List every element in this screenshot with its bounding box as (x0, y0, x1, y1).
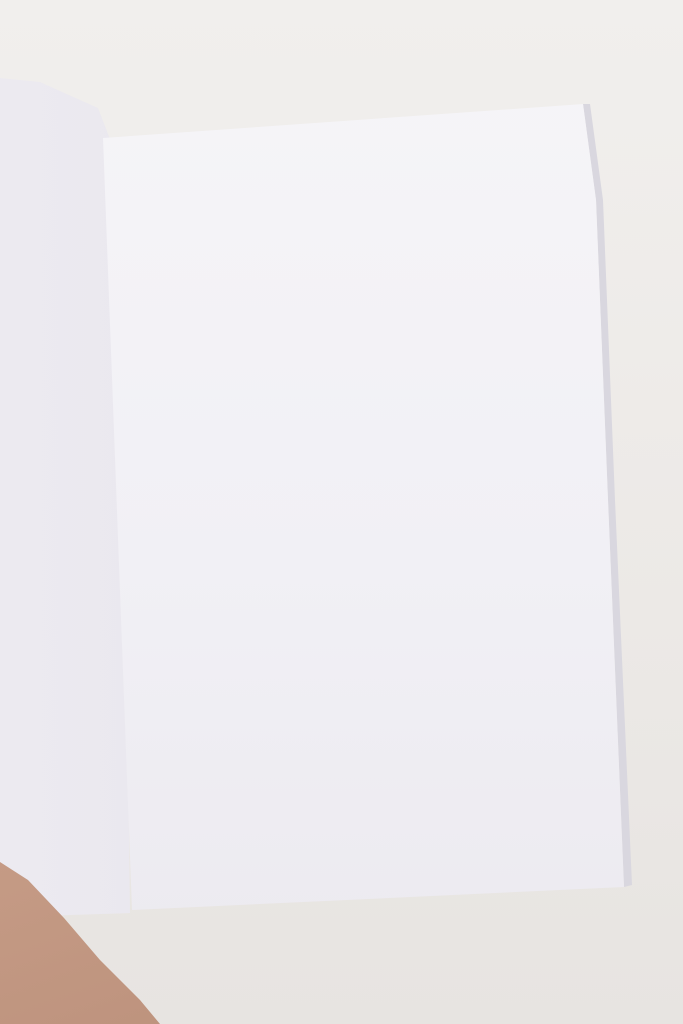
watermark-logo (36, 918, 236, 998)
